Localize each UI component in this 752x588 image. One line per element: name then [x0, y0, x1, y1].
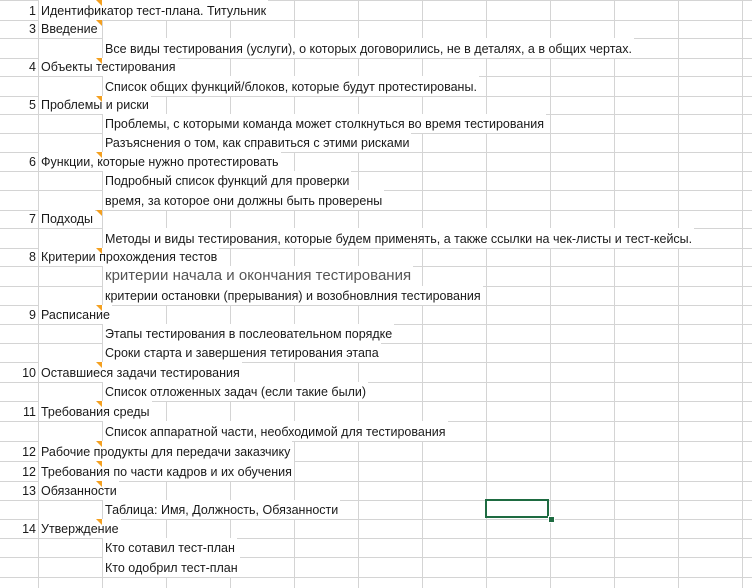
- description-cell[interactable]: [103, 76, 479, 96]
- number-cell-text: 11: [23, 404, 36, 419]
- comment-indicator-icon[interactable]: [96, 20, 102, 26]
- section-title-text: Обязанности: [41, 483, 117, 498]
- number-cell[interactable]: [0, 228, 38, 248]
- number-cell[interactable]: [0, 133, 38, 152]
- description-cell[interactable]: [103, 266, 413, 286]
- number-cell[interactable]: [0, 382, 38, 401]
- sheet-row: [0, 114, 752, 133]
- number-cell[interactable]: [0, 96, 38, 114]
- sheet-row: [0, 152, 752, 171]
- sheet-row: [0, 171, 752, 190]
- description-text: Методы и виды тестирования, которые будем применять, а также ссылки на чек-листы и тест-кейсы.: [105, 231, 693, 246]
- sheet-row: [0, 266, 752, 286]
- section-title-cell[interactable]: [39, 481, 119, 500]
- number-cell-text: 3: [29, 21, 36, 36]
- description-text: критерии остановки (прерывания) и возобновлния тестирования: [105, 288, 481, 303]
- description-cell[interactable]: [103, 38, 634, 58]
- active-cell-selection[interactable]: [485, 499, 549, 518]
- number-cell-text: 7: [29, 211, 36, 226]
- number-cell[interactable]: [0, 114, 38, 133]
- section-title-text: Идентификатор тест-плана. Титульник: [41, 3, 267, 18]
- sheet-row: [0, 133, 752, 152]
- comment-indicator-icon[interactable]: [96, 481, 102, 487]
- number-cell[interactable]: [0, 421, 38, 441]
- section-title-cell[interactable]: [39, 519, 121, 538]
- number-cell[interactable]: [0, 481, 38, 500]
- section-title-text: Введение: [41, 21, 98, 36]
- sheet-row: [0, 382, 752, 401]
- number-cell[interactable]: [0, 152, 38, 171]
- description-text: Сроки старта и завершения тетирования этапа: [105, 345, 379, 360]
- number-cell[interactable]: [0, 190, 38, 210]
- description-cell[interactable]: [103, 538, 237, 557]
- description-text: Таблица: Имя, Должность, Обязанности: [105, 502, 339, 517]
- section-title-cell[interactable]: [39, 0, 268, 20]
- sheet-row: [0, 286, 752, 305]
- number-cell[interactable]: [0, 210, 38, 228]
- number-cell[interactable]: [0, 461, 38, 481]
- sheet-row: [0, 20, 752, 38]
- description-text: Этапы тестирования в послеовательном порядке: [105, 326, 393, 341]
- sheet-row: [0, 519, 752, 538]
- sheet-row: [0, 481, 752, 500]
- description-cell[interactable]: [103, 114, 546, 133]
- comment-indicator-icon[interactable]: [96, 152, 102, 158]
- section-title-cell[interactable]: [39, 461, 294, 481]
- sheet-row: [0, 401, 752, 421]
- sheet-row: [0, 248, 752, 266]
- sheet-row: [0, 441, 752, 461]
- description-cell[interactable]: [103, 421, 448, 441]
- description-cell[interactable]: [103, 286, 483, 305]
- row-gridline: [0, 577, 752, 578]
- comment-indicator-icon[interactable]: [96, 96, 102, 102]
- sheet-row: [0, 362, 752, 382]
- number-cell[interactable]: [0, 519, 38, 538]
- sheet-row: [0, 38, 752, 58]
- description-text: Список общих функций/блоков, которые будут протестированы.: [105, 79, 477, 94]
- sheet-row: [0, 421, 752, 441]
- section-title-text: Объекты тестирования: [41, 59, 176, 74]
- number-cell[interactable]: [0, 557, 38, 577]
- description-text: Разъяснения о том, как справиться с этими рисками: [105, 135, 410, 150]
- sheet-row: [0, 557, 752, 577]
- fill-handle[interactable]: [548, 516, 555, 523]
- sheet-row: [0, 500, 752, 519]
- section-title-text: Оставшиеся задачи тестирования: [41, 365, 240, 380]
- number-cell-text: 14: [22, 521, 36, 536]
- section-title-cell[interactable]: [39, 362, 242, 382]
- number-cell[interactable]: [0, 20, 38, 38]
- section-title-text: Подходы: [41, 211, 94, 226]
- number-cell[interactable]: [0, 441, 38, 461]
- sheet-row: [0, 190, 752, 210]
- description-cell[interactable]: [103, 324, 394, 343]
- number-cell-text: 13: [22, 483, 36, 498]
- description-cell[interactable]: [103, 557, 240, 577]
- number-cell-text: 4: [29, 59, 36, 74]
- section-title-text: Рабочие продукты для передачи заказчику: [41, 444, 291, 459]
- comment-indicator-icon[interactable]: [96, 401, 102, 407]
- section-title-text: Утверждение: [41, 521, 119, 536]
- description-text: Проблемы, с которыми команда может столкнуться во время тестирования: [105, 116, 544, 131]
- number-cell-text: 12: [22, 464, 36, 479]
- comment-indicator-icon[interactable]: [96, 461, 102, 467]
- description-cell[interactable]: [103, 190, 384, 210]
- sheet-row: [0, 96, 752, 114]
- description-cell[interactable]: [103, 228, 694, 248]
- description-text: Список аппаратной части, необходимой для тестирования: [105, 424, 446, 439]
- number-cell[interactable]: [0, 343, 38, 362]
- number-cell[interactable]: [0, 324, 38, 343]
- number-cell[interactable]: [0, 305, 38, 324]
- section-title-cell[interactable]: [39, 20, 100, 38]
- description-cell[interactable]: [103, 171, 351, 190]
- description-text: Кто одобрил тест-план: [105, 560, 238, 575]
- sheet-row: [0, 0, 752, 20]
- number-cell[interactable]: [0, 538, 38, 557]
- description-cell[interactable]: [103, 133, 411, 152]
- number-cell[interactable]: [0, 76, 38, 96]
- number-cell[interactable]: [0, 248, 38, 266]
- sheet-row: [0, 228, 752, 248]
- sheet-row: [0, 461, 752, 481]
- number-cell[interactable]: [0, 0, 38, 20]
- number-cell-text: 12: [22, 444, 36, 459]
- description-text: время, за которое они должны быть проверены: [105, 193, 383, 208]
- number-cell[interactable]: [0, 401, 38, 421]
- number-cell-text: 10: [22, 365, 36, 380]
- comment-indicator-icon[interactable]: [96, 305, 102, 311]
- description-text: Список отложенных задач (если такие были): [105, 384, 367, 399]
- number-cell[interactable]: [0, 362, 38, 382]
- section-title-text: Расписание: [41, 307, 110, 322]
- sheet-row: [0, 343, 752, 362]
- section-title-text: Требования по части кадров и их обучения: [41, 464, 292, 479]
- number-cell-text: 5: [29, 97, 36, 112]
- number-cell[interactable]: [0, 286, 38, 305]
- section-title-cell[interactable]: [39, 248, 219, 266]
- section-title-text: Требования среды: [41, 404, 150, 419]
- section-title-text: Критерии прохождения тестов: [41, 249, 218, 264]
- section-title-cell[interactable]: [39, 58, 178, 76]
- section-title-cell[interactable]: [39, 152, 281, 171]
- number-cell-text: 9: [29, 307, 36, 322]
- comment-indicator-icon[interactable]: [96, 58, 102, 64]
- number-cell[interactable]: [0, 58, 38, 76]
- section-title-cell[interactable]: [39, 441, 292, 461]
- comment-indicator-icon[interactable]: [96, 0, 102, 6]
- comment-indicator-icon[interactable]: [96, 441, 102, 447]
- section-title-cell[interactable]: [39, 96, 151, 114]
- description-cell[interactable]: [103, 500, 340, 519]
- section-title-cell[interactable]: [39, 210, 95, 228]
- sheet-row: [0, 538, 752, 557]
- number-cell-text: 8: [29, 249, 36, 264]
- description-text: Все виды тестирования (услуги), о которых договорились, не в деталях, а в общих чертах.: [105, 41, 632, 56]
- comment-indicator-icon[interactable]: [96, 210, 102, 216]
- sheet-row: [0, 324, 752, 343]
- sheet-row: [0, 210, 752, 228]
- number-cell-text: 6: [29, 154, 36, 169]
- sheet-row: [0, 58, 752, 76]
- description-text: Подробный список функций для проверки: [105, 173, 350, 188]
- number-cell[interactable]: [0, 266, 38, 286]
- comment-indicator-icon[interactable]: [96, 362, 102, 368]
- description-text: Кто сотавил тест-план: [105, 540, 235, 555]
- number-cell[interactable]: [0, 500, 38, 519]
- description-text: критерии начала и окончания тестирования: [105, 267, 412, 284]
- sheet-row: [0, 76, 752, 96]
- description-cell[interactable]: [103, 382, 368, 401]
- comment-indicator-icon[interactable]: [96, 248, 102, 254]
- section-title-text: Функции, которые нужно протестировать: [41, 154, 279, 169]
- comment-indicator-icon[interactable]: [96, 519, 102, 525]
- number-cell[interactable]: [0, 38, 38, 58]
- section-title-text: Проблемы и риски: [41, 97, 149, 112]
- number-cell[interactable]: [0, 171, 38, 190]
- description-cell[interactable]: [103, 343, 381, 362]
- number-cell-text: 1: [29, 3, 36, 18]
- sheet-row: [0, 305, 752, 324]
